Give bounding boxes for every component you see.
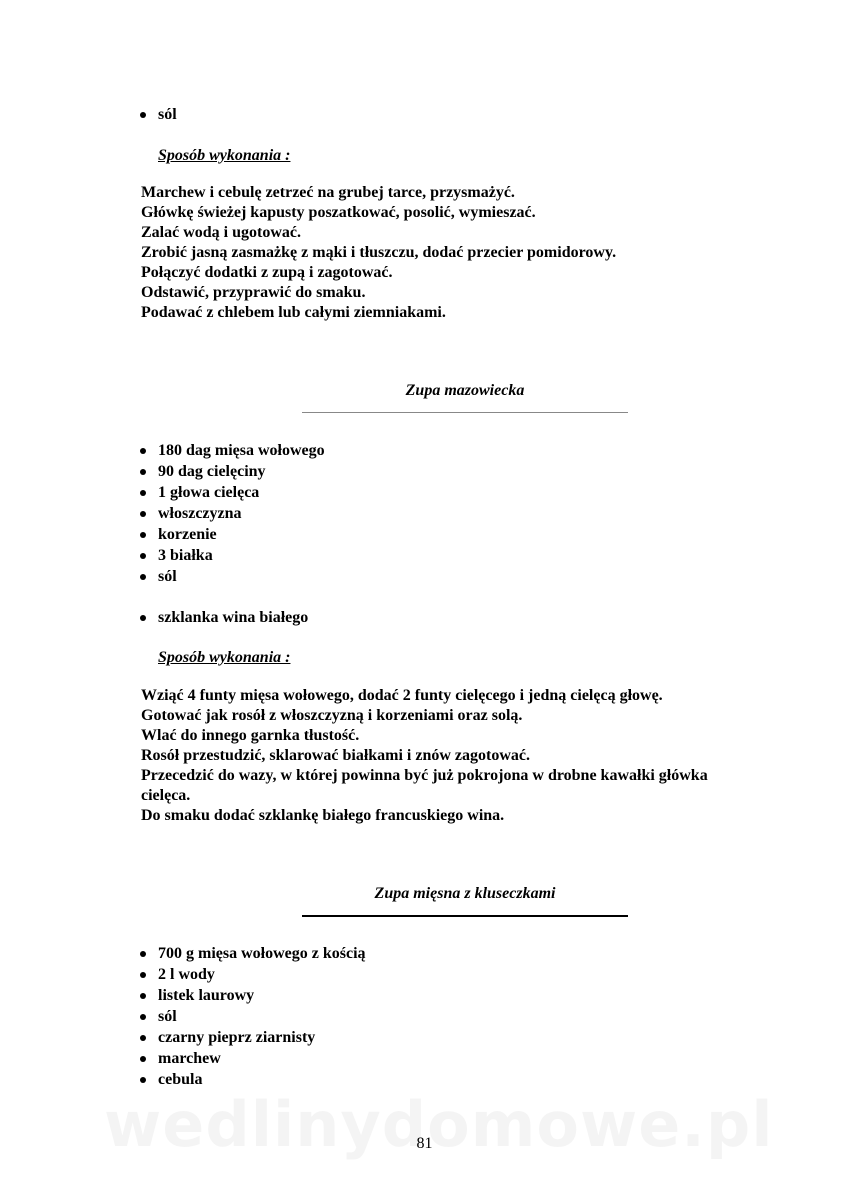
step-line: Wlać do innego garnka tłustość.	[141, 727, 360, 744]
step-line: Główkę świeżej kapusty poszatkować, posolić, wymieszać.	[141, 204, 536, 221]
step-line: Zrobić jasną zasmażkę z mąki i tłuszczu, dodać przecier pomidorowy.	[141, 244, 617, 261]
recipe-title: Zupa mięsna z kluseczkami	[374, 885, 556, 902]
step-line: Odstawić, przyprawić do smaku.	[141, 284, 366, 301]
step-line: Marchew i cebulę zetrzeć na grubej tarce, przysmażyć.	[141, 184, 515, 201]
method-heading: Sposób wykonania :	[158, 649, 291, 666]
page-number: 81	[416, 1135, 433, 1152]
step-line: Rosół przestudzić, sklarować białkami i znów zagotować.	[141, 747, 531, 764]
title-divider	[302, 412, 628, 413]
step-line: Zalać wodą i ugotować.	[141, 224, 301, 241]
method-heading: Sposób wykonania :	[158, 147, 291, 164]
recipe-title: Zupa mazowiecka	[405, 382, 525, 399]
step-line: Połączyć dodatki z zupą i zagotować.	[141, 264, 393, 281]
step-line: Gotować jak rosół z włoszczyzną i korzeniami oraz solą.	[141, 707, 523, 724]
step-line: Podawać z chlebem lub całymi ziemniakami.	[141, 304, 446, 321]
title-divider	[302, 915, 628, 917]
step-line: Do smaku dodać szklankę białego francuskiego wina.	[141, 807, 505, 824]
step-line: Przecedzić do wazy, w której powinna być już pokrojona w drobne kawałki główka	[141, 767, 708, 784]
step-line: Wziąć 4 funty mięsa wołowego, dodać 2 funty cielęcego i jedną cielęcą głowę.	[141, 687, 663, 704]
step-line: cielęca.	[141, 787, 191, 804]
